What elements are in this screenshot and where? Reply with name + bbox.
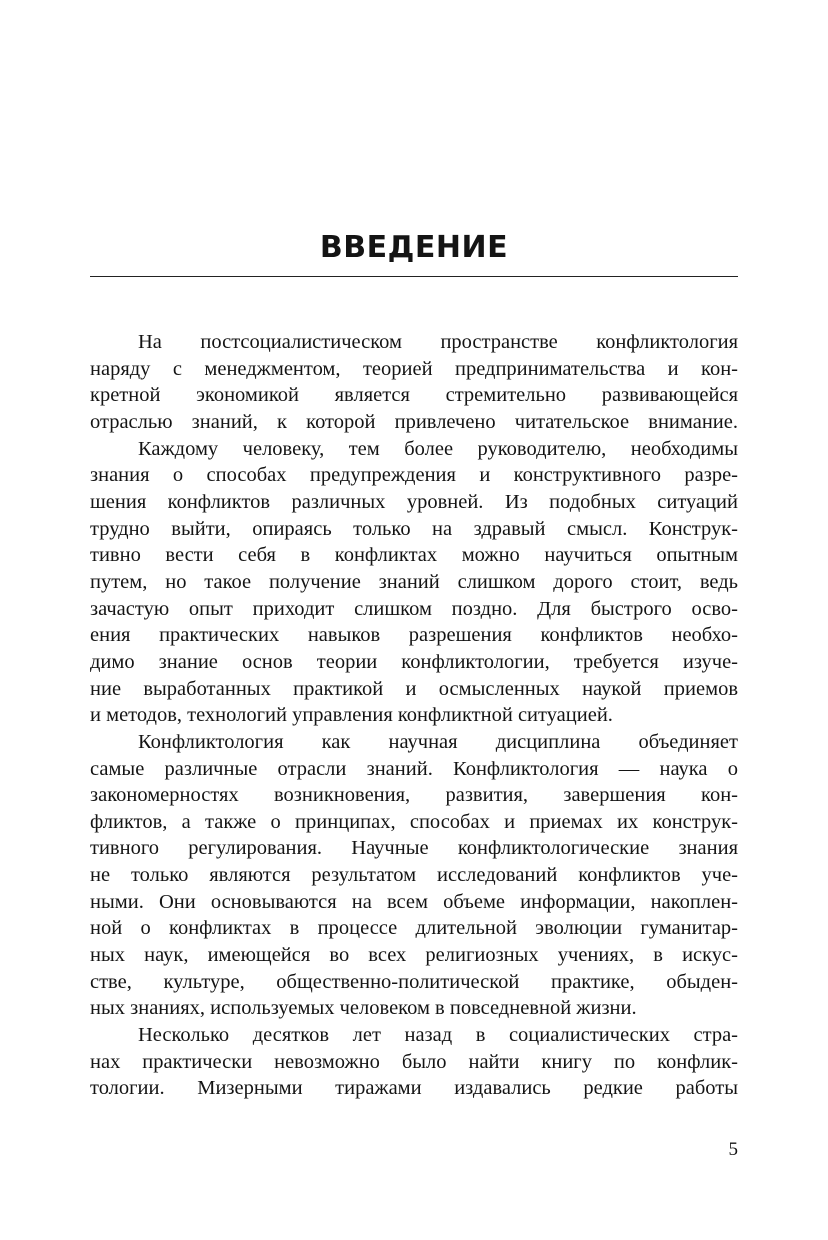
text-line: не только являются результатом исследований конфликтов уче- [90, 864, 738, 887]
text-line: ной о конфликтах в процессе длительной эволюции гуманитар- [90, 917, 738, 940]
paragraph-2 [90, 436, 738, 729]
text-line: ения практических навыков разрешения конфликтов необхо- [90, 624, 738, 647]
text-line: отраслью знаний, к которой привлечено читательское внимание. [90, 410, 738, 433]
text-line: ных знаниях, используемых человеком в повседневной жизни. [90, 997, 637, 1020]
text-line: зачастую опыт приходит слишком поздно. Для быстрого осво- [90, 597, 738, 620]
text-line: путем, но такое получение знаний слишком дорого стоит, ведь [90, 570, 738, 593]
paragraph-1 [90, 329, 738, 436]
text-line: Конфликтология как научная дисциплина объединяет [138, 730, 738, 753]
text-line: Несколько десятков лет назад в социалистических стра- [138, 1024, 738, 1047]
text-line: знания о способах предупреждения и конструктивного разре- [90, 464, 738, 487]
body-text [90, 329, 738, 1102]
text-line: стве, культуре, общественно-политической практике, обыден- [90, 970, 738, 993]
text-line: и методов, технологий управления конфликтной ситуацией. [90, 704, 613, 727]
chapter-heading: ВВЕДЕНИЕ [319, 230, 509, 265]
text-line: ние выработанных практикой и осмысленных наукой приемов [90, 677, 738, 700]
text-line: кретной экономикой является стремительно развивающейся [90, 384, 738, 407]
text-line: шения конфликтов различных уровней. Из подобных ситуаций [90, 490, 738, 513]
text-line: ными. Они основываются на всем объеме информации, накоплен- [90, 890, 738, 913]
heading-rule [90, 276, 738, 277]
text-line: ных наук, имеющейся во всех религиозных учениях, в искус- [90, 944, 738, 967]
text-line: самые различные отрасли знаний. Конфликтология — наука о [90, 757, 738, 780]
text-line: Каждому человеку, тем более руководителю, необходимы [138, 437, 738, 460]
text-line: димо знание основ теории конфликтологии, требуется изуче- [90, 650, 738, 673]
text-line: тивного регулирования. Научные конфликтологические знания [90, 837, 738, 860]
text-line: На постсоциалистическом пространстве конфликтология [138, 331, 738, 353]
text-line: фликтов, а также о принципах, способах и приемах их конструк- [90, 810, 738, 833]
text-line: нах практически невозможно было найти книгу по конфлик- [90, 1050, 738, 1073]
paragraph-4 [90, 1022, 738, 1102]
text-line: тивно вести себя в конфликтах можно научиться опытным [90, 544, 738, 567]
paragraph-3 [90, 729, 738, 1022]
text-line: тологии. Мизерными тиражами издавались редкие работы [90, 1077, 738, 1100]
page-number: 5 [728, 1139, 738, 1160]
text-line: наряду с менеджментом, теорией предпринимательства и кон- [90, 357, 738, 380]
text-line: закономерностях возникновения, развития, завершения кон- [90, 784, 738, 807]
text-line: трудно выйти, опираясь только на здравый смысл. Конструк- [90, 517, 738, 540]
